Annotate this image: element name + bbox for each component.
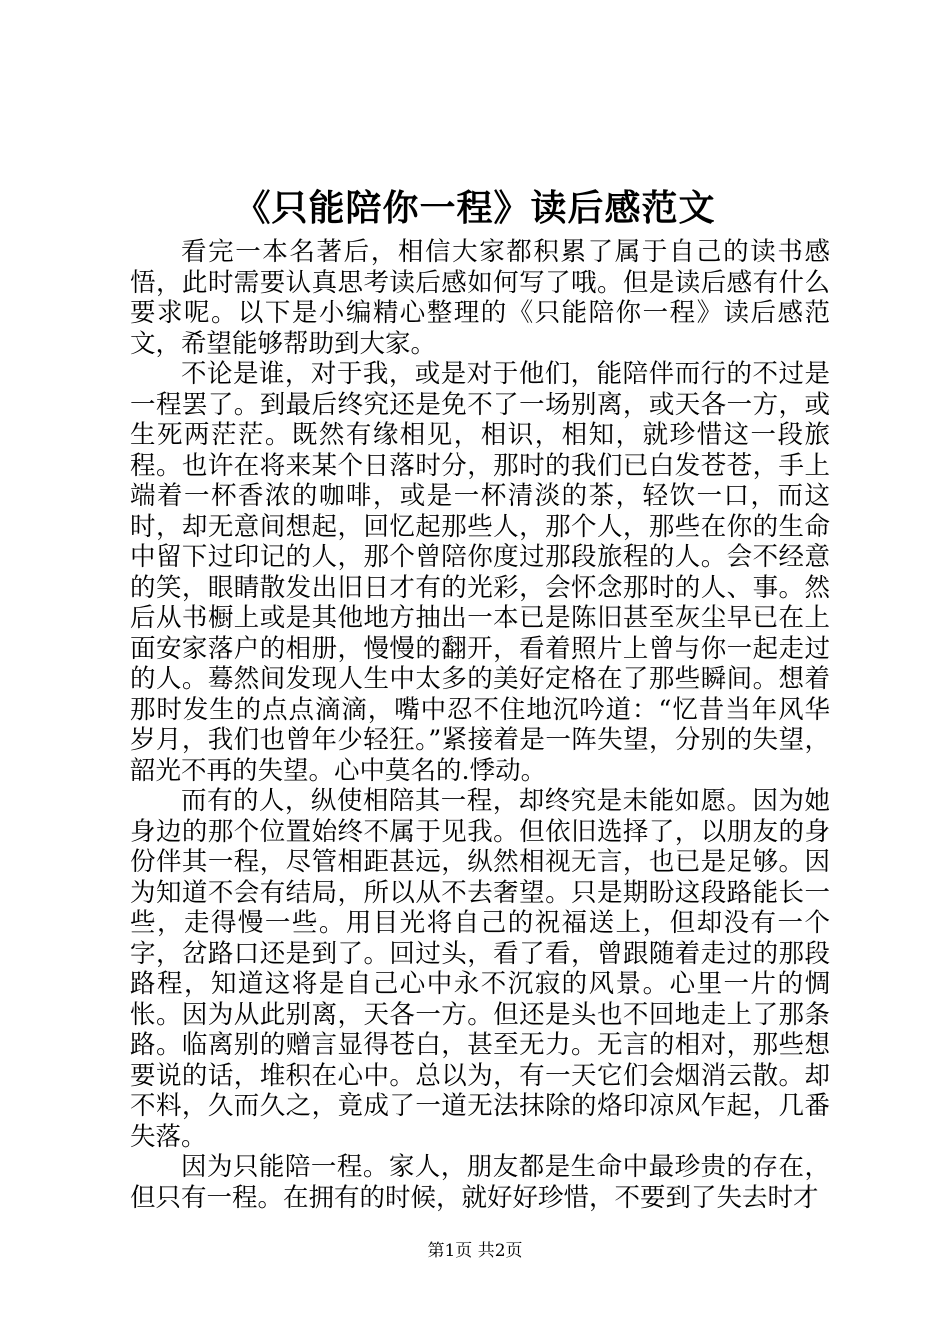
paragraph-2: 不论是谁，对于我，或是对于他们，能陪伴而行的不过是一程罢了。到最后终究还是免不了一场别离，或天各一方，或生死两茫茫。既然有缘相见，相识，相知，就珍惜这一段旅程。也许在将来某个日落时分，那时的我们已白发苍苍，手上端着一杯香浓的咖啡，或是一杯清淡的茶，轻饮一口，而这时，却无意间想起，回忆起那些人，那个人，那些在你的生命中留下过印记的人，那个曾陪你度过那段旅程的人。会不经意的笑，眼睛散发出旧日才有的光彩，会怀念那时的人、事。然后从书橱上或是其他地方抽出一本已是陈旧甚至灰尘早已在上面安家落户的相册，慢慢的翻开，看着照片上曾与你一起走过的人。蓦然间发现人生中太多的美好定格在了那些瞬间。想着那时发生的点点滴滴，嘴中忍不住地沉吟道：“忆昔当年风华岁月，我们也曾年少轻狂。”紧接着是一阵失望，分别的失望，韶光不再的失望。心中莫名的.悸动。 <box>130 359 830 786</box>
paragraph-4: 因为只能陪一程。家人，朋友都是生命中最珍贵的存在，但只有一程。在拥有的时候，就好好珍惜，不要到了失去时才 <box>130 1152 830 1213</box>
document-title: 《只能陪你一程》读后感范文 <box>234 187 716 229</box>
paragraph-intro: 看完一本名著后，相信大家都积累了属于自己的读书感悟，此时需要认真思考读后感如何写了哦。但是读后感有什么要求呢。以下是小编精心整理的《只能陪你一程》读后感范文，希望能够帮助到大家。 <box>130 237 830 359</box>
page-footer: 第1页 共2页 <box>427 1241 523 1261</box>
document-body <box>130 237 830 1213</box>
paragraph-3: 而有的人，纵使相陪其一程，却终究是未能如愿。因为她身边的那个位置始终不属于见我。但依旧选择了，以朋友的身份伴其一程，尽管相距甚远，纵然相视无言，也已是足够。因为知道不会有结局，所以从不去奢望。只是期盼这段路能长一些，走得慢一些。用目光将自己的祝福送上，但却没有一个字，岔路口还是到了。回过头，看了看，曾跟随着走过的那段路程，知道这将是自己心中永不沉寂的风景。心里一片的惆怅。因为从此别离，天各一方。但还是头也不回地走上了那条路。临离别的赠言显得苍白，甚至无力。无言的相对，那些想要说的话，堆积在心中。总以为，有一天它们会烟消云散。却不料，久而久之，竟成了一道无法抹除的烙印凉风乍起，几番失落。 <box>130 786 830 1152</box>
